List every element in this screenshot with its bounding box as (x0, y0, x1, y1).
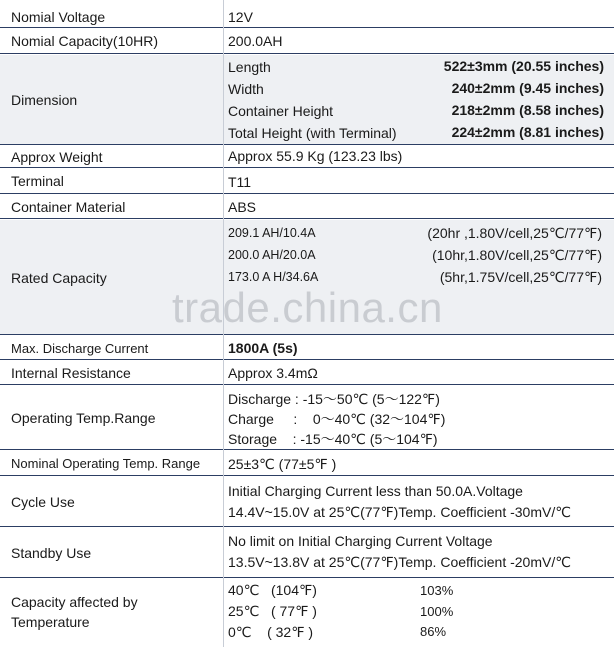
label-terminal: Terminal (11, 173, 64, 189)
row-approx-weight (0, 146, 614, 168)
value-container-material: ABS (228, 199, 257, 215)
label-rated-capacity: Rated Capacity (11, 269, 107, 286)
label-capacity-temperature (11, 579, 138, 645)
label-container-material: Container Material (11, 198, 126, 215)
label-standby-use: Standby Use (11, 544, 92, 561)
rated-capacity-5hr-value: 173.0 A H/34.6A (228, 270, 319, 284)
dimension-width-name: Width (228, 81, 264, 97)
value-nominal-operating-temp: 25±3℃ (77±5℉ ) (228, 456, 337, 472)
rated-capacity-10hr-value: 200.0 AH/20.0A (228, 248, 316, 262)
rated-capacity-5hr-condition: (5hr,1.75V/cell,25℃/77℉) (439, 269, 602, 285)
value-terminal: T11 (228, 174, 252, 190)
capacity-temp-25-label: 25℃ ( 77℉ ) (228, 603, 317, 619)
row-operating-temp (0, 386, 614, 450)
cycle-use-line-1: Initial Charging Current less than 50.0A.Voltage (228, 483, 523, 499)
dimension-total-height-name: Total Height (with Terminal) (228, 125, 397, 141)
row-capacity-temperature (0, 579, 614, 645)
label-nominal-capacity: Nomial Capacity(10HR) (11, 33, 159, 49)
label-dimension: Dimension (11, 91, 78, 108)
cycle-use-line-2: 14.4V~15.0V at 25℃(77℉)Temp. Coefficient -30mV/℃ (228, 504, 571, 520)
value-internal-resistance: Approx 3.4mΩ (228, 365, 318, 381)
label-nominal-operating-temp: Nominal Operating Temp. Range (11, 455, 201, 471)
watermark-text: trade.china.cn (172, 284, 443, 331)
dimension-container-height-value: 218±2mm (8.58 inches) (451, 102, 604, 118)
capacity-temp-0-label: 0℃ ( 32℉ ) (228, 624, 314, 640)
value-max-discharge: 1800A (5s) (228, 340, 298, 356)
operating-temp-discharge: Discharge : -15～50℃ (5～122℉) (228, 391, 440, 407)
dimension-container-height-name: Container Height (228, 103, 334, 119)
capacity-temp-25-percent: 100% (420, 604, 454, 619)
dimension-length-name: Length (228, 59, 271, 75)
label-cycle-use: Cycle Use (11, 493, 75, 510)
value-approx-weight: Approx 55.9 Kg (123.23 lbs) (228, 148, 403, 164)
row-terminal (0, 169, 614, 194)
value-nominal-capacity: 200.0AH (228, 33, 283, 49)
label-nominal-voltage: Nomial Voltage (11, 8, 106, 25)
rated-capacity-20hr-value: 209.1 AH/10.4A (228, 226, 316, 240)
capacity-temp-40-label: 40℃ (104℉) (228, 582, 317, 598)
rated-capacity-20hr-condition: (20hr ,1.80V/cell,25℃/77℉) (427, 225, 602, 241)
label-capacity-temperature-line-2: Temperature (11, 614, 90, 630)
standby-use-line-2: 13.5V~13.8V at 25℃(77℉)Temp. Coefficient -20mV/℃ (228, 554, 571, 570)
label-approx-weight: Approx Weight (11, 148, 103, 165)
capacity-temp-40-percent: 103% (420, 583, 454, 598)
row-dimension (0, 55, 614, 145)
dimension-width-value: 240±2mm (9.45 inches) (451, 80, 604, 96)
row-standby-use (0, 528, 614, 578)
standby-use-line-1: No limit on Initial Charging Current Voltage (228, 533, 493, 549)
row-container-material (0, 195, 614, 219)
operating-temp-charge: Charge : 0～40℃ (32～104℉) (228, 411, 446, 427)
capacity-temp-0-percent: 86% (420, 624, 447, 639)
label-capacity-temperature-line-1: Capacity affected by (11, 594, 138, 610)
operating-temp-storage: Storage : -15～40℃ (5～104℉) (228, 431, 438, 447)
rated-capacity-10hr-condition: (10hr,1.80V/cell,25℃/77℉) (432, 247, 602, 263)
label-max-discharge: Max. Discharge Current (11, 340, 149, 356)
row-nominal-voltage (0, 6, 614, 28)
row-max-discharge (0, 337, 614, 360)
dimension-length-value: 522±3mm (20.55 inches) (443, 58, 604, 74)
row-nominal-operating-temp (0, 451, 614, 476)
row-cycle-use (0, 477, 614, 527)
row-nominal-capacity (0, 29, 614, 54)
label-operating-temp: Operating Temp.Range (11, 409, 156, 426)
value-nominal-voltage: 12V (228, 9, 253, 25)
label-internal-resistance: Internal Resistance (11, 364, 131, 381)
row-internal-resistance (0, 361, 614, 385)
dimension-total-height-value: 224±2mm (8.81 inches) (451, 124, 604, 140)
